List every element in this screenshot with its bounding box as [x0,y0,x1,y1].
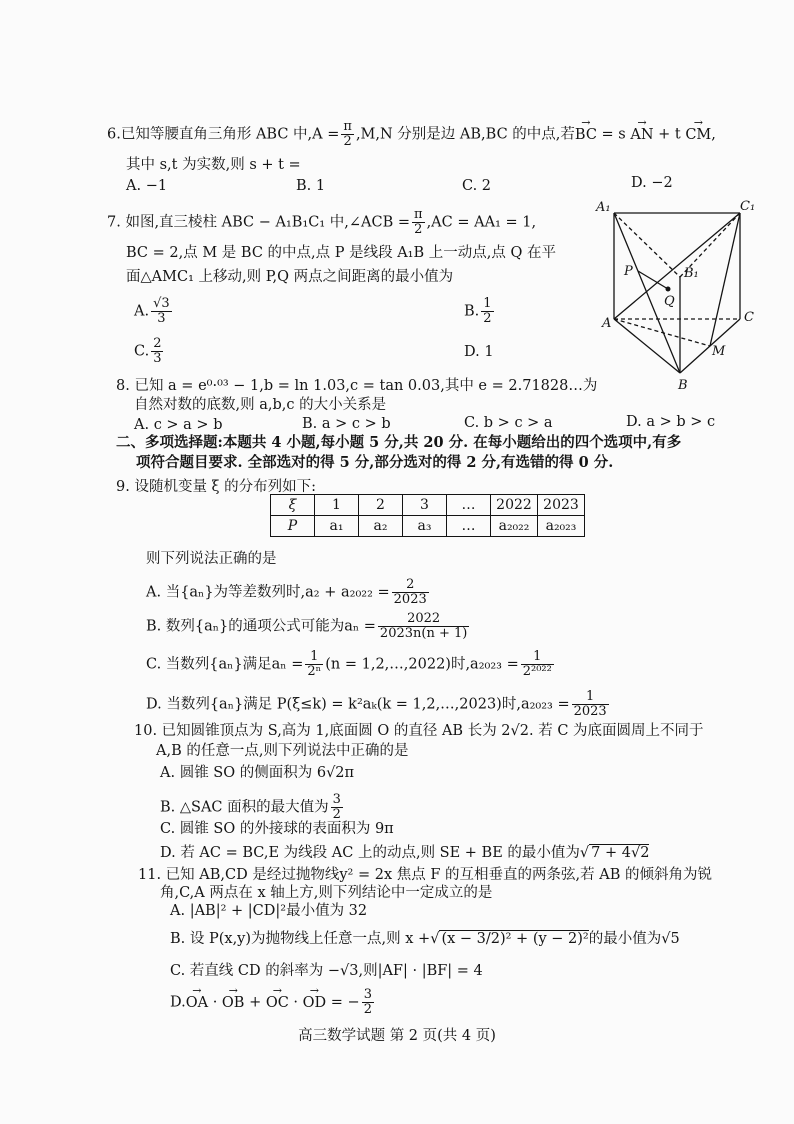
section2-line2: 项符合题目要求. 全部选对的得 5 分,部分选对的得 2 分,有选错的得 0 分. [136,454,614,471]
table-cell: a₁ [315,516,359,537]
q10-option-d-sqrt: 7 + 4√2 [591,845,650,861]
q7-line2: BC = 2,点 M 是 BC 的中点,点 P 是线段 A₁B 上一动点,点 Q 在平 [126,245,556,261]
q11-option-d-frac [362,988,374,1017]
segment-ac1 [614,213,740,319]
q11-option-d-eq: = − [330,994,360,1011]
q9-option-b-n: 2022 [378,612,469,627]
table-cell: 3 [403,495,447,516]
q11-option-c: C. 若直线 CD 的斜率为 −√3,则|AF| · |BF| = 4 [170,963,483,979]
distribution-table [270,494,585,537]
table-cell: ξ [271,495,315,516]
q11-plus: + [249,994,262,1011]
q11-option-b-sqrt: (x − 3/2)² + (y − 2)² [441,931,589,947]
q6-option-c: C. 2 [462,178,492,194]
q9-option-c-text: C. 当数列{aₙ}满足aₙ = [146,656,304,673]
table-cell: 2022 [491,495,538,516]
q9-option-c-d: 2ⁿ [307,664,322,679]
q7-option-a-frac [151,297,172,326]
q7-option-a-n: √3 [153,296,170,311]
q7-angle-d: 2 [414,222,423,237]
q8-line1: 8. 已知 a = e⁰·⁰³ − 1,b = ln 1.03,c = tan 0.03,其中 e = 2.71828…为 [116,378,598,394]
table-cell: a₂ [359,516,403,537]
q7-option-d: D. 1 [464,344,494,360]
q11-option-d-n: 3 [363,987,372,1002]
q9-option-a-d: 2023 [393,592,427,607]
q9-option-c-frac [305,650,323,679]
q10-option-d-text: D. 若 AC = BC,E 为线段 AC 上的动点,则 SE + BE 的最小值为 [160,845,580,861]
q11-vec-oc: → OC [266,994,289,1012]
q6-plus-t: + t [658,126,681,143]
q8-option-b: B. a > c > b [302,416,391,432]
q7-option-c-label: C. [134,343,150,360]
q9-option-a-frac [392,578,429,607]
q9-ask: 则下列说法正确的是 [146,551,277,567]
page-footer: 高三数学试题 第 2 页(共 4 页) [298,1028,496,1044]
label-a: A [602,316,612,331]
table-cell: … [447,516,491,537]
q11-option-b-text: B. 设 P(x,y)为抛物线上任意一点,则 x + [170,931,431,947]
table-cell: … [447,495,491,516]
q7-line1 [107,208,536,237]
segment-a1b [614,213,680,373]
q10-option-d-root: √ [579,845,590,861]
q6-line2: 其中 s,t 为实数,则 s + t = [126,157,301,173]
q7-option-b [464,297,496,326]
q11-vec-oa: → OA [186,994,208,1012]
q9-option-d-frac [572,690,609,719]
label-b1: B₁ [684,266,699,281]
section2-line1: 二、多项选择题:本题共 4 小题,每小题 5 分,共 20 分. 在每小题给出的四个选项中,有多 [116,434,682,451]
q11-option-b [170,930,680,948]
table-cell: 1 [315,495,359,516]
q11-option-d-d: 2 [363,1002,372,1017]
q9-option-c-frac2 [521,650,554,679]
q10-option-b-n: 3 [332,792,341,807]
q6-vec-an: → AN [630,126,653,144]
q11-option-a: A. |AB|² + |CD|²最小值为 32 [170,903,368,919]
label-m: M [712,344,726,359]
q11-vec-od: → OD [303,994,327,1012]
q9-option-c-d2: 2²⁰²² [522,664,552,679]
q7-option-c [134,337,165,366]
q6-vec-cm: → CM [685,126,711,144]
q10-option-b-frac [331,793,343,822]
q10-option-d [160,844,649,862]
q9-option-b-text: B. 数列{aₙ}的通项公式可能为aₙ = [146,618,376,635]
prism-figure [592,193,762,393]
q11-option-b-root: √ [430,931,440,947]
q6-option-d: D. −2 [631,175,673,191]
q10-option-b-d: 2 [332,807,341,822]
q9-option-d-text: D. 当数列{aₙ}满足 P(ξ≤k) = k²aₖ(k = 1,2,…,2023)时,a₂₀₂₃ = [146,696,570,713]
label-q: Q [664,294,675,309]
q6-angle-d: 2 [343,134,352,149]
table-cell: 2023 [538,495,585,516]
q7-option-c-n: 2 [153,336,162,351]
table-row [271,516,585,537]
table-cell: 2 [359,495,403,516]
table-cell: a₂₀₂₃ [538,516,585,537]
q7-option-a-d: 3 [157,311,166,326]
table-row [271,495,585,516]
q9-option-b-d: 2023n(n + 1) [379,626,468,641]
q11-vec-ob: → OB [222,994,245,1012]
q9-option-c [146,650,556,679]
q7-angle [412,208,425,237]
q7-line1b: ,AC = AA₁ = 1, [426,214,537,231]
q6-stem [107,120,716,149]
segment-mc1 [710,213,740,346]
q11-option-d [170,988,376,1017]
q8-option-c: C. b > c > a [464,415,553,431]
q6-eq: = s [601,126,626,143]
q7-option-a [134,297,174,326]
q10-line2: A,B 的任意一点,则下列说法中正确的是 [156,743,409,759]
q7-option-b-d: 2 [483,311,492,326]
q7-option-c-frac [151,337,163,366]
q9-option-c-text2: (n = 1,2,…,2022)时,a₂₀₂₃ = [325,656,519,673]
label-b: B [678,378,688,393]
q6-angle-n: π [343,119,352,134]
q7-line3: 面△AMC₁ 上移动,则 P,Q 两点之间距离的最小值为 [126,269,454,285]
q10-option-b-text: B. △SAC 面积的最大值为 [160,799,329,816]
q7-option-b-frac [481,297,493,326]
q10-option-a: A. 圆锥 SO 的侧面积为 6√2π [160,765,355,781]
q11-dot2: · [293,994,299,1011]
label-a1: A₁ [596,200,611,215]
q11-option-d-prefix: D. [170,994,186,1011]
q7-option-c-d: 3 [153,351,162,366]
q8-option-a: A. c > a > b [134,417,223,433]
q6-stem2: ,M,N 分别是边 AB,BC 的中点,若 [355,126,575,143]
q9-stem: 9. 设随机变量 ξ 的分布列如下: [116,479,317,495]
q6-tail: , [711,126,716,143]
q9-option-b-frac [378,612,469,641]
q6-vec-bc: → BC [575,126,597,144]
q10-line1: 10. 已知圆锥顶点为 S,高为 1,底面圆 O 的直径 AB 长为 2√2. 若 C 为底面圆周上不同于 [134,723,704,739]
q6-option-b: B. 1 [296,178,326,194]
q7-option-b-n: 1 [483,296,492,311]
q7-line1a: 7. 如图,直三棱柱 ABC − A₁B₁C₁ 中,∠ACB = [107,214,411,231]
q9-option-b [146,612,471,641]
q9-option-a-text: A. 当{aₙ}为等差数列时,a₂ + a₂₀₂₂ = [146,584,390,601]
q8-option-d: D. a > b > c [626,414,716,430]
label-c: C [744,310,754,325]
q10-option-b [160,793,345,822]
q9-option-a-n: 2 [392,578,429,593]
q9-option-c-n: 1 [305,650,323,665]
q11-line1: 11. 已知 AB,CD 是经过抛物线y² = 2x 焦点 F 的互相垂直的两条弦,若 AB 的倾斜角为锐 [138,867,712,883]
q7-angle-n: π [414,207,423,222]
table-cell: a₂₀₂₂ [491,516,538,537]
q7-option-b-label: B. [464,303,480,320]
q6-stem-text: 6.已知等腰直角三角形 ABC 中,A = [107,126,340,143]
point-q [666,287,671,292]
label-p: P [624,264,633,279]
q11-dot1: · [212,994,218,1011]
q11-option-b-text2: 的最小值为√5 [588,931,680,947]
q11-line2: 角,C,A 两点在 x 轴上方,则下列结论中一定成立的是 [160,885,493,901]
q9-option-d-n: 1 [572,690,609,705]
q7-option-a-label: A. [134,303,150,320]
table-cell: a₃ [403,516,447,537]
q9-option-d-d: 2023 [573,704,607,719]
q6-angle [341,120,354,149]
q8-line2: 自然对数的底数,则 a,b,c 的大小关系是 [134,397,387,413]
q9-option-d [146,690,611,719]
table-cell: P [271,516,315,537]
q9-option-c-n2: 1 [521,650,554,665]
segment-am [614,319,710,346]
q9-option-a [146,578,431,607]
label-c1: C₁ [740,199,756,214]
q10-option-c: C. 圆锥 SO 的外接球的表面积为 9π [160,821,394,837]
q6-option-a: A. −1 [126,178,168,194]
edge-ab [614,319,680,373]
